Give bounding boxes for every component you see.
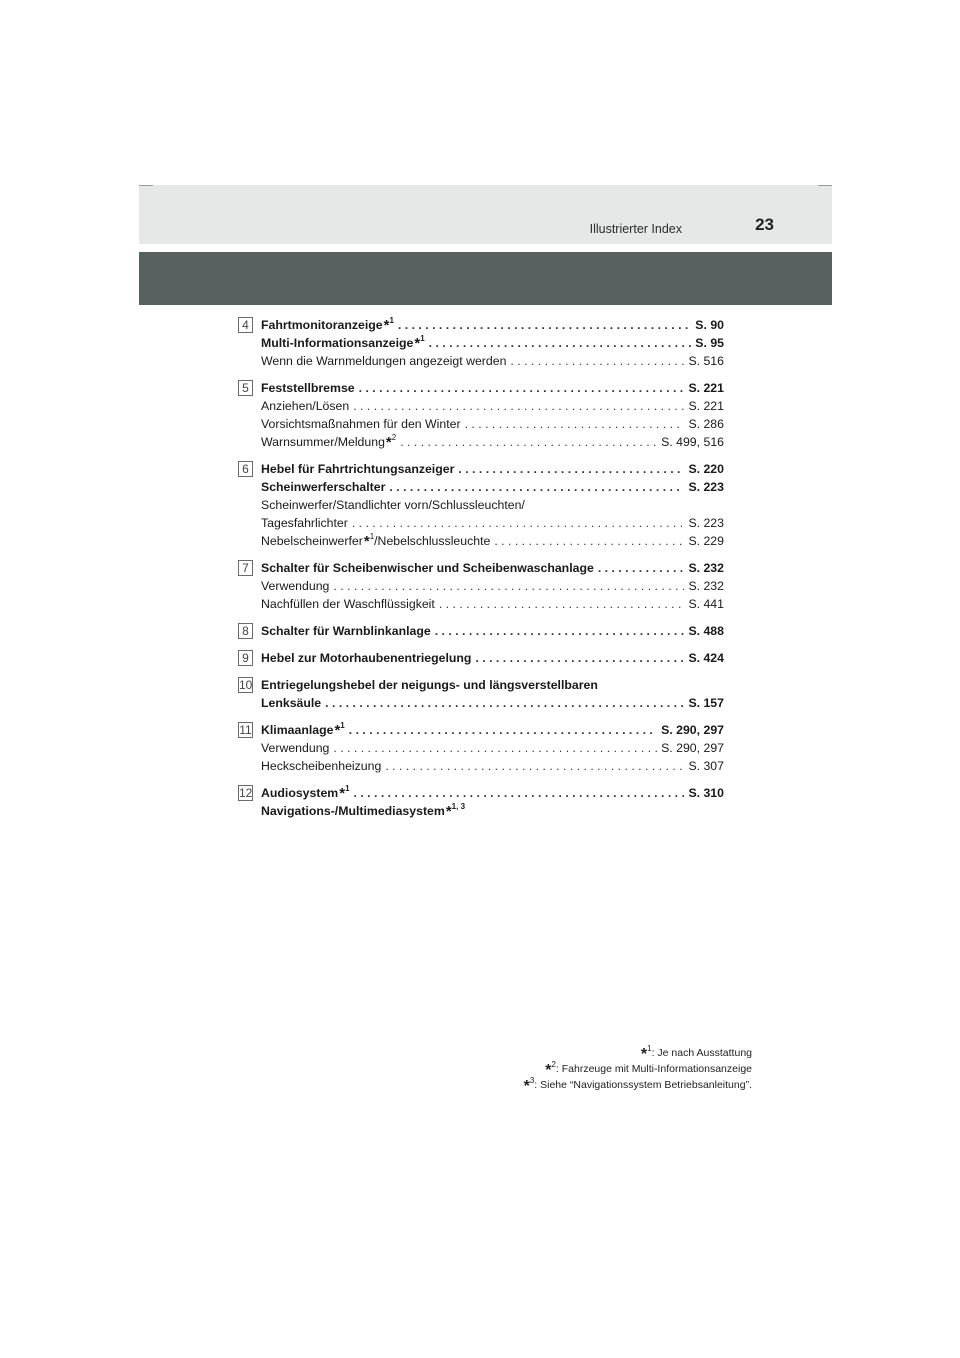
index-entry <box>261 352 724 370</box>
footnote-asterisk: * <box>523 1078 530 1095</box>
leader-dots <box>435 622 685 640</box>
page-reference: S. 499, 516 <box>661 435 724 449</box>
entry-text: Verwendung <box>261 579 330 593</box>
leader-dots <box>352 514 685 532</box>
page-reference: S. 232 <box>688 579 724 593</box>
entry-text: Audiosystem <box>261 786 339 800</box>
section-title: Illustrierter Index <box>589 222 682 236</box>
entry-label <box>261 622 431 640</box>
index-entry <box>261 334 724 352</box>
entry-text: Entriegelungshebel der neigungs- und längsverstellbaren <box>261 678 598 692</box>
footnote-asterisk: * <box>385 434 392 451</box>
entry-label <box>261 649 471 667</box>
leader-dots <box>598 559 685 577</box>
item-number-box: 12 <box>239 786 253 800</box>
page-reference: S. 221 <box>688 381 724 395</box>
entry-label <box>261 694 321 712</box>
page-reference: S. 307 <box>688 759 724 773</box>
index-entry <box>261 595 724 613</box>
leader-dots <box>400 433 657 451</box>
entry-label <box>261 460 454 478</box>
index-entry <box>261 397 724 415</box>
index-entry <box>261 802 724 820</box>
entry-text: Schalter für Warnblinkanlage <box>261 624 431 638</box>
leader-dots <box>439 595 685 613</box>
page-reference: S. 516 <box>688 354 724 368</box>
entry-label <box>261 595 435 613</box>
index-group <box>238 721 724 775</box>
entry-suffix: /Nebelschlussleuchte <box>374 534 491 548</box>
index-entry <box>261 649 724 667</box>
entry-text: Heckscheibenheizung <box>261 759 382 773</box>
footnote-asterisk: * <box>545 1062 552 1079</box>
entry-text: Scheinwerfer/Standlichter vorn/Schlussleuchten/ <box>261 498 525 512</box>
leader-dots <box>354 784 685 802</box>
footnote-ref: 1, 3 <box>451 802 466 811</box>
item-number-box: 11 <box>239 723 252 737</box>
item-number-box: 8 <box>238 623 253 639</box>
index-group <box>238 622 724 640</box>
page-reference: S. 286 <box>688 417 724 431</box>
entry-label <box>261 721 345 739</box>
page-reference: S. 441 <box>688 597 724 611</box>
entry-text: Navigations-/Multimediasystem <box>261 804 445 818</box>
index-entry <box>261 433 724 451</box>
footnote-number: 2 <box>551 1060 556 1069</box>
index-group <box>238 784 724 820</box>
footnote-asterisk: * <box>640 1046 648 1063</box>
page-reference: S. 90 <box>695 318 724 332</box>
entry-text: Fahrtmonitoranzeige <box>261 318 383 332</box>
footnote-asterisk: * <box>334 722 341 739</box>
index-group <box>238 559 724 613</box>
leader-dots <box>429 334 692 352</box>
footnote <box>524 1045 752 1061</box>
index-entry <box>261 496 724 514</box>
leader-dots <box>494 532 684 550</box>
entry-text: Wenn die Warnmeldungen angezeigt werden <box>261 354 507 368</box>
leader-dots <box>385 757 684 775</box>
leader-dots <box>389 478 684 496</box>
index-group <box>238 649 724 667</box>
page-reference: S. 229 <box>688 534 724 548</box>
leader-dots <box>325 694 684 712</box>
footnote-ref: 2 <box>391 433 397 442</box>
header-band <box>139 252 832 305</box>
entry-text: Feststellbremse <box>261 381 355 395</box>
entry-label <box>261 757 381 775</box>
entry-text: Klimaanlage <box>261 723 334 737</box>
item-number-box: 6 <box>238 461 253 477</box>
entry-label <box>261 577 329 595</box>
entry-text: Verwendung <box>261 741 330 755</box>
footnote-asterisk: * <box>445 803 452 820</box>
footnote-asterisk: * <box>363 533 370 550</box>
entry-label <box>261 498 525 512</box>
footnote <box>524 1077 752 1093</box>
leader-dots <box>475 649 684 667</box>
entry-text: Nebelscheinwerfer <box>261 534 363 548</box>
page-reference: S. 221 <box>688 399 724 413</box>
entry-text: Anziehen/Lösen <box>261 399 350 413</box>
index-entry <box>261 757 724 775</box>
entry-text: Schalter für Scheibenwischer und Scheibenwaschanlage <box>261 561 594 575</box>
page-reference: S. 157 <box>688 696 724 710</box>
leader-dots <box>359 379 685 397</box>
page-reference: S. 223 <box>688 480 724 494</box>
index-group <box>238 676 724 712</box>
page-reference: S. 220 <box>688 462 724 476</box>
index-entry <box>261 532 724 550</box>
footnote <box>524 1061 752 1077</box>
leader-dots <box>353 397 684 415</box>
footnote-ref: 1 <box>369 532 375 541</box>
item-number-box: 7 <box>238 560 253 576</box>
footnote-ref: 1 <box>420 334 425 343</box>
index-entry <box>261 316 724 334</box>
footnote-number: 1 <box>647 1044 652 1053</box>
page-number: 23 <box>755 215 774 234</box>
footnotes <box>524 1045 752 1093</box>
entry-label <box>261 334 425 352</box>
entry-label <box>261 415 461 433</box>
footnote-text: : Je nach Ausstattung <box>651 1047 752 1059</box>
footnote-text: : Siehe “Navigationssystem Betriebsanleitung”. <box>534 1079 752 1091</box>
footnote-text: : Fahrzeuge mit Multi-Informationsanzeige <box>555 1063 752 1075</box>
index-entry <box>261 622 724 640</box>
entry-label <box>261 316 394 334</box>
page-reference: S. 290, 297 <box>661 741 724 755</box>
leader-dots <box>458 460 684 478</box>
entry-label <box>261 379 355 397</box>
leader-dots <box>398 316 691 334</box>
page-reference: S. 290, 297 <box>661 723 724 737</box>
entry-text: Vorsichtsmaßnahmen für den Winter <box>261 417 461 431</box>
entry-label <box>261 804 465 818</box>
index-group <box>238 379 724 451</box>
entry-label <box>261 352 506 370</box>
page-reference: S. 310 <box>688 786 724 800</box>
entry-label <box>261 478 385 496</box>
entry-label <box>261 739 329 757</box>
entry-text: Nachfüllen der Waschflüssigkeit <box>261 597 435 611</box>
footnote-number: 3 <box>529 1076 535 1085</box>
index-group <box>238 460 724 550</box>
index-group <box>238 316 724 370</box>
index-entry <box>261 415 724 433</box>
entry-label <box>261 532 490 550</box>
page-reference: S. 232 <box>688 561 724 575</box>
entry-text: Scheinwerferschalter <box>261 480 386 494</box>
index-entry <box>261 676 724 694</box>
item-number-box: 9 <box>238 650 253 666</box>
index-entry <box>261 721 724 739</box>
entry-label <box>261 433 396 451</box>
page-reference: S. 488 <box>688 624 724 638</box>
page-reference: S. 424 <box>688 651 724 665</box>
leader-dots <box>510 352 684 370</box>
entry-label <box>261 514 348 532</box>
entry-label <box>261 559 594 577</box>
footnote-asterisk: * <box>383 317 390 334</box>
index-entry <box>261 379 724 397</box>
footnote-ref: 1 <box>345 784 350 793</box>
page-reference: S. 95 <box>695 336 724 350</box>
item-number-box: 5 <box>238 380 253 396</box>
entry-text: Multi-Informationsanzeige <box>261 336 414 350</box>
index-entry <box>261 514 724 532</box>
index-entry <box>261 460 724 478</box>
entry-label <box>261 678 598 692</box>
entry-text: Warnsummer/Meldung <box>261 435 385 449</box>
index-entry <box>261 478 724 496</box>
leader-dots <box>349 721 657 739</box>
entry-text: Hebel zur Motorhaubenentriegelung <box>261 651 472 665</box>
footnote-asterisk: * <box>339 785 346 802</box>
page-header <box>139 185 832 244</box>
entry-label <box>261 784 350 802</box>
entry-text: Lenksäule <box>261 696 322 710</box>
item-number-box: 10 <box>239 678 253 692</box>
index-entry <box>261 739 724 757</box>
item-number-box: 4 <box>238 317 253 333</box>
index-entry <box>261 694 724 712</box>
page-reference: S. 223 <box>688 516 724 530</box>
entry-text: Tagesfahrlichter <box>261 516 348 530</box>
index-list <box>238 316 724 829</box>
footnote-asterisk: * <box>414 335 421 352</box>
entry-text: Hebel für Fahrtrichtungsanzeiger <box>261 462 455 476</box>
index-entry <box>261 577 724 595</box>
crop-mark-right <box>818 185 832 186</box>
index-entry <box>261 784 724 802</box>
footnote-ref: 1 <box>389 316 394 325</box>
index-entry <box>261 559 724 577</box>
leader-dots <box>465 415 685 433</box>
leader-dots <box>333 577 684 595</box>
leader-dots <box>333 739 657 757</box>
entry-label <box>261 397 349 415</box>
crop-mark-left <box>139 185 153 186</box>
footnote-ref: 1 <box>340 721 345 730</box>
